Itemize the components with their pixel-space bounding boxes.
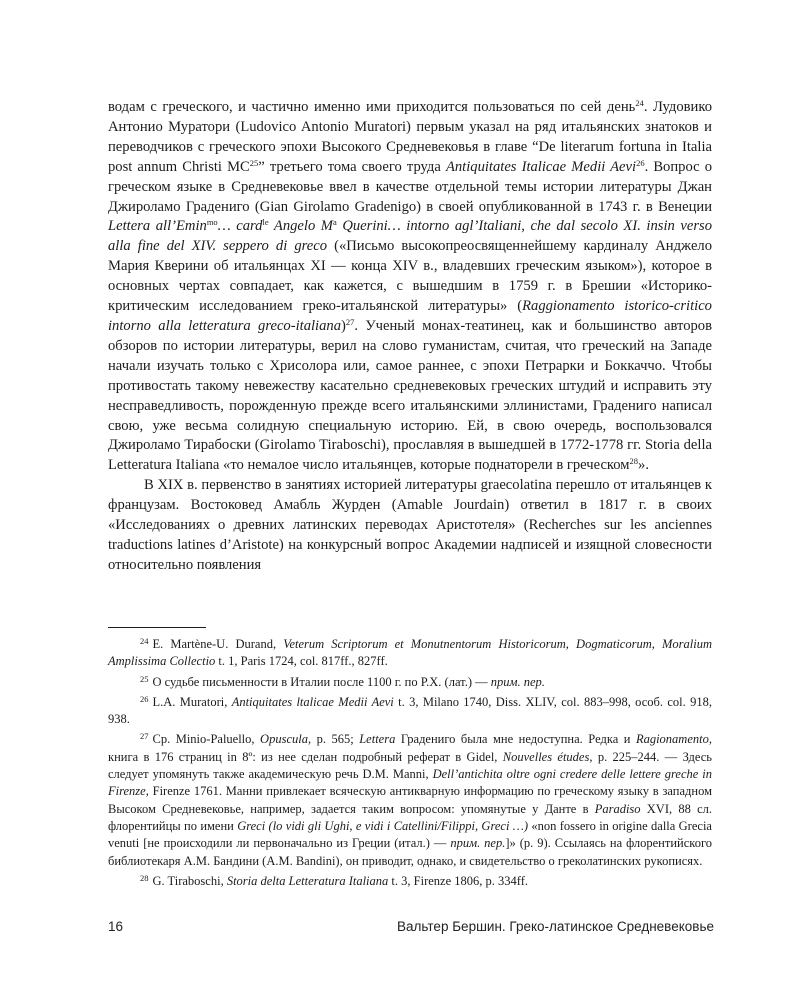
footnote-number: 26 <box>140 693 149 704</box>
text-run: G. Tiraboschi, <box>152 873 227 888</box>
text-run: L.A. Muratori, <box>152 694 232 709</box>
footnote <box>108 633 712 671</box>
italic-text: Storia delta Letteratura Italiana <box>226 873 389 888</box>
footnote-ref: le <box>262 217 269 228</box>
page-number: 16 <box>108 919 124 934</box>
footnote-ref: 26 <box>636 157 645 168</box>
footnote <box>108 728 712 869</box>
text-run: , книга в 176 страниц in 8º: из нее сделан подробный реферат в Gidel, <box>108 732 712 764</box>
text-run: . Ученый монах-театинец, как и большинство авторов обзоров по истории литературы, верил на слово гуманистам, считая, что греческий на Западе начали изучать только с Хрисолора или, самое раннее, с эпохи Петрарки и Боккаччо. Чтобы противостать такому невежеству касательно средневековых греческих штудий и исправить эту несправедливость, порожденную прежде всего итальянскими эллинистами, Градениго написал свою, уже весьма солидную специальную историю. Ей, в свою очередь, воспользовался Джироламо Тирабоски (Girolamo Tiraboschi), прославляя в вышедшей в 1772-1778 гг. Storia della Letteratura Italiana «то немалое число итальянцев, которые поднаторели в греческом <box>108 317 712 474</box>
italic-text: Antiquitates ltalicae Medii Aevi <box>231 694 394 709</box>
text-run: О судьбе письменности в Италии после 1100 г. по Р.Х. (лат.) — <box>152 674 491 689</box>
text-run: Градениго была мне недоступна. Редка и <box>395 732 636 747</box>
text-run: , p. 225–244. — Здесь следует упомянуть также академическую речь D.M. Manni, <box>108 749 713 782</box>
text-run: ) <box>341 317 346 334</box>
footnote <box>108 691 712 729</box>
italic-text: Angelo M <box>268 218 333 235</box>
italic-text: Raggionamento istorico-critico intorno alla letteratura greco-italiana <box>108 298 712 334</box>
text-run: E. Martène-U. Durand, <box>152 637 284 651</box>
text-run: ” третьего тома своего труда <box>258 158 446 175</box>
italic-text: Querini… intorno agl’Italiani, che dal secolo XI. insin verso alla fine del XIV. seppero di greco <box>108 218 712 255</box>
footnote-ref: 25 <box>249 157 259 168</box>
italic-text: Ragionamento <box>635 732 709 747</box>
footnote-ref: 27 <box>345 316 355 327</box>
italic-text: Veterum Scriptorum et Monutnentorum Historicorum, Dogmaticorum, Moralium Amplissima Collectio <box>108 637 712 669</box>
italic-text: Nouvelles études <box>502 749 590 764</box>
paragraph <box>108 476 712 576</box>
text-run: . Лудовико Антонио Муратори (Ludovico Antonio Muratori) первым указал на ряд итальянских знатоков и переводчиков с греческого эпохи Высокого Средневековья в главе “De literarum fortuna in Italia post annum Christi MC <box>108 99 712 175</box>
main-text <box>108 98 712 576</box>
italic-text: Paradiso <box>594 801 641 816</box>
italic-text: прим. пер. <box>490 674 545 689</box>
text-run: «non fossero in origine dalla Grecia venuti [не происходили ли первоначально из Греции (итал.) — <box>108 818 712 851</box>
footnote-ref: 28 <box>629 456 639 467</box>
text-run: . Вопрос о греческом языке в Средневековье ввел в качестве отдельной темы истории литературы Джан Джироламо Градениго (Gian Girolamo Gradenigo) в своей опубликованной в 1743 г. в Венеции <box>108 158 712 215</box>
text-run: водам с греческого, и частично именно ими приходится пользоваться по сей день <box>108 99 636 115</box>
text-run: t. 3, Milano 1740, Diss. XLIV, col. 883–998, особ. col. 918, 938. <box>108 694 712 727</box>
italic-text: Dell’antichita oltre ogni credere delle lettere greche in Firenze, <box>108 767 712 799</box>
italic-text: Antiquitates Italicae Medii Aevi <box>445 158 637 175</box>
page-footer <box>0 919 800 939</box>
italic-text: Lettera <box>359 732 396 747</box>
italic-text: Greci (lo vidi gli Ughi, e vidi i Catellini/Filippi, Greci …) <box>237 818 529 833</box>
footnote <box>108 870 712 890</box>
text-run: XVI, 88 сл. флорентийцы по имени <box>108 801 712 833</box>
text-run: ]» (p. 9). Ссылаясь на флорентийского библиотекаря А.М. Бандини (A.M. Bandini), он приводит, однако, и свидетельство о греколатинских рукописях. <box>108 836 713 868</box>
running-title: Вальтер Бершин. Греко-латинское Средневековье <box>397 919 714 934</box>
paragraph <box>108 98 712 476</box>
text-run: t. 3, Firenze 1806, p. 334ff. <box>388 873 528 888</box>
text-run: t. 1, Paris 1724, col. 817ff., 827ff. <box>215 654 388 669</box>
text-run: («Письмо высокопреосвященнейшему кардиналу Анджело Мария Кверини об итальянцах XI — конца XIV в., владевших греческим языком»), которое в основных чертах совпадает, как кажется, с вышедшим в 1759 г. в Брешии «Историко-критическим исследованием греко-итальянской литературы» ( <box>108 238 712 315</box>
footnote-number: 27 <box>140 731 149 742</box>
text-run: В XIX в. первенство в занятиях историей литературы graecolatina перешло от итальянцев к французам. Востоковед Амабль Журден (Amable Jourdain) ответил в 1817 г. в своих «Исследованиях о древних латинских переводах Аристотеля» (Recherches sur les anciennes traductions latines d’Aristote) на конкурсный вопрос Академии надписей и изящной словесности относительно появления <box>108 477 712 573</box>
text-run: , p. 565; <box>307 732 360 747</box>
italic-text: прим. пер. <box>450 836 506 851</box>
footnote-ref: 24 <box>635 98 644 108</box>
footnote-ref: a <box>332 217 337 228</box>
text-run: Firenze 1761. Манни привлекает всяческую антикварную информацию по греческому языку в западном Высоком Средневековье, например, задается таким вопросом: упомянутые у Данте в <box>108 784 712 816</box>
footnote-separator <box>108 627 206 628</box>
text-run: ». <box>638 457 649 474</box>
footnote-number: 24 <box>140 636 149 646</box>
italic-text: Opuscula <box>260 732 308 747</box>
italic-text: Lettera all’Emin <box>108 218 207 235</box>
text-run: Cp. Minio-Paluello, <box>152 732 261 747</box>
footnote-number: 25 <box>140 673 149 684</box>
footnote <box>108 671 712 691</box>
footnotes <box>108 633 712 890</box>
footnote-number: 28 <box>140 872 149 883</box>
italic-text: … card <box>217 218 263 235</box>
footnote-ref: mo <box>206 217 218 228</box>
